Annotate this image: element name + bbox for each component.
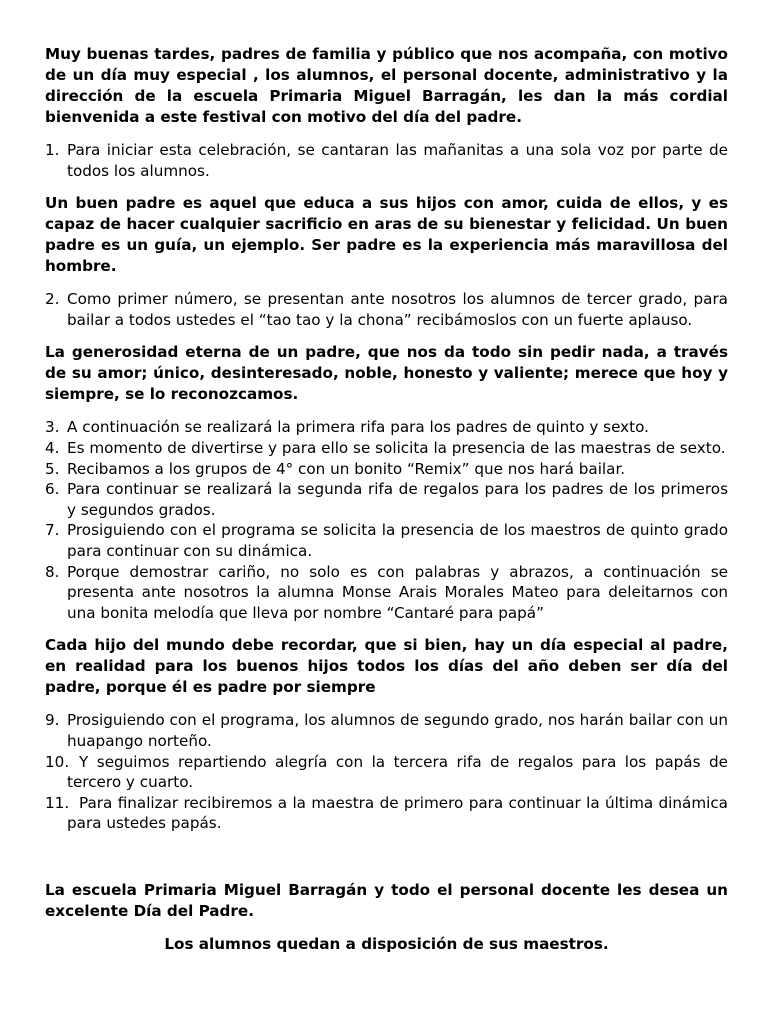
list-item (45, 752, 728, 793)
program-list-3 (45, 417, 728, 623)
quote-paragraph-3: Cada hijo del mundo debe recordar, que si bien, hay un día especial al padre, en realidad para los buenos hijos todos los días del año deben ser día del padre, porque él es padre por siempre (45, 636, 728, 697)
quote-paragraph-1: Un buen padre es aquel que educa a sus hijos con amor, cuida de ellos, y es capaz de hacer cualquier sacrificio en aras de su bienestar y felicidad. Un buen padre es un guía, un ejemplo. Ser padre es la experiencia más maravillosa del hombre. (45, 194, 728, 276)
list-item (45, 289, 728, 330)
list-item (45, 479, 728, 520)
item-text: Para continuar se realizará la segunda rifa de regalos para los padres de los primeros y segundos grados. (67, 480, 728, 519)
intro-paragraph: Muy buenas tardes, padres de familia y público que nos acompaña, con motivo de un día muy especial , los alumnos, el personal docente, administrativo y la dirección de la escuela Primaria Miguel Barragán, les dan la más cordial bienvenida a este festival con motivo del día del padre. (45, 45, 728, 126)
item-text: Como primer número, se presentan ante nosotros los alumnos de tercer grado, para bailar a todos ustedes el “tao tao y la chona” recibámoslos con un fuerte aplauso. (67, 290, 728, 329)
list-item (45, 793, 728, 834)
item-text: Recibamos a los grupos de 4° con un bonito “Remix” que nos hará bailar. (67, 459, 626, 478)
program-list-1 (45, 140, 728, 181)
list-item (45, 562, 728, 624)
item-text: Para iniciar esta celebración, se cantaran las mañanitas a una sola voz por parte de todos los alumnos. (67, 141, 728, 180)
quote-paragraph-2: La generosidad eterna de un padre, que nos da todo sin pedir nada, a través de su amor; único, desinteresado, noble, honesto y valiente; merece que hoy y siempre, se lo reconozcamos. (45, 343, 728, 404)
item-number: 11. (45, 793, 70, 812)
item-number: 10. (45, 752, 70, 771)
item-number: 7. (45, 521, 60, 540)
list-item (45, 140, 728, 181)
item-number: 5. (45, 459, 60, 478)
item-text: Y seguimos repartiendo alegría con la tercera rifa de regalos para los papás de tercero y cuarto. (67, 752, 728, 792)
list-item (45, 438, 728, 459)
list-item (45, 417, 728, 438)
item-text: Prosiguiendo con el programa se solicita la presencia de los maestros de quinto grado para continuar con su dinámica. (67, 521, 728, 560)
item-number: 9. (45, 711, 60, 730)
item-number: 2. (45, 290, 60, 309)
item-text: Para finalizar recibiremos a la maestra de primero para continuar la última dinámica para ustedes papás. (67, 793, 728, 833)
item-number: 8. (45, 562, 60, 581)
item-number: 1. (45, 141, 60, 159)
program-list-4 (45, 710, 728, 834)
item-number: 6. (45, 480, 60, 499)
item-number: 4. (45, 438, 60, 457)
item-text: Porque demostrar cariño, no solo es con palabras y abrazos, a continuación se presenta ante nosotros la alumna Monse Arais Morales Mateo para deleitarnos con una bonita melodía que lleva por nombre “Cantaré para papá” (67, 562, 728, 622)
item-text: Es momento de divertirse y para ello se solicita la presencia de las maestras de sexto. (67, 438, 726, 457)
document-page (45, 44, 728, 955)
item-text: Prosiguiendo con el programa, los alumnos de segundo grado, nos harán bailar con un huapango norteño. (67, 711, 728, 750)
list-item (45, 710, 728, 751)
item-number: 3. (45, 418, 60, 437)
final-line: Los alumnos quedan a disposición de sus maestros. (164, 934, 609, 953)
item-text: A continuación se realizará la primera rifa para los padres de quinto y sexto. (67, 418, 649, 437)
list-item (45, 459, 728, 480)
closing-paragraph: La escuela Primaria Miguel Barragán y todo el personal docente les desea un excelente Día del Padre. (45, 880, 728, 920)
list-item (45, 520, 728, 561)
program-list-2 (45, 289, 728, 330)
